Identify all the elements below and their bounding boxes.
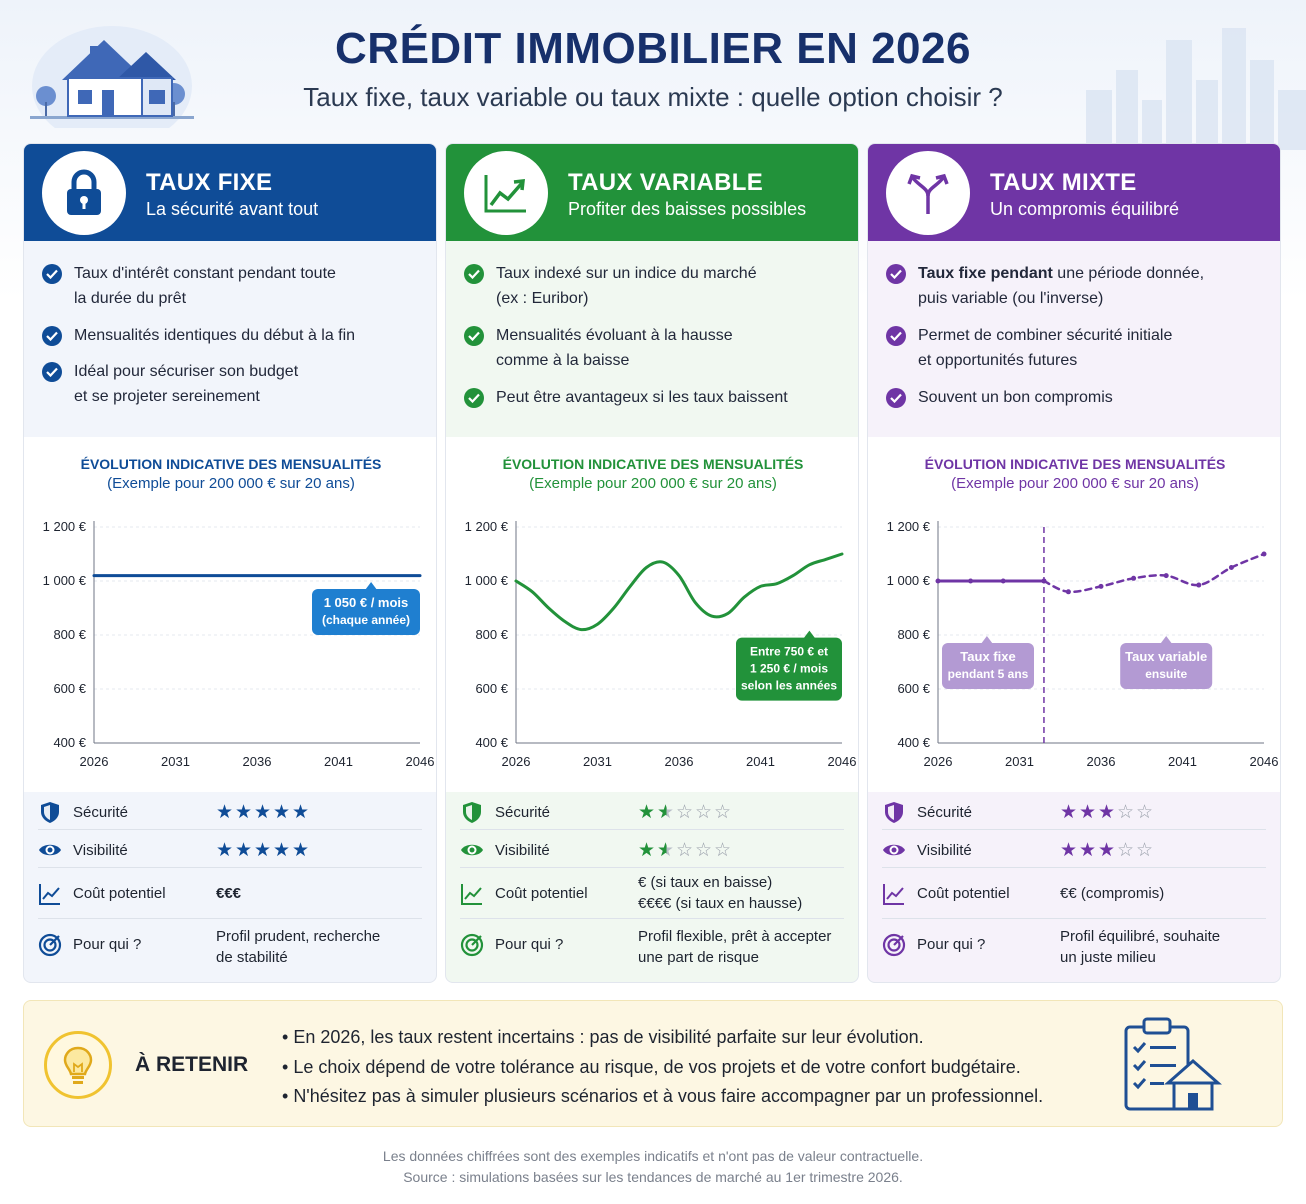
callout-text: selon les années [740, 678, 838, 693]
split-arrows-icon [886, 151, 970, 235]
rating-label: Coût potentiel [495, 885, 588, 902]
x-tick-label: 2041 [324, 754, 353, 769]
callout-pointer [1160, 636, 1172, 644]
chart-subtitle: (Exemple pour 200 000 € sur 20 ans) [107, 475, 355, 492]
target-icon [882, 933, 906, 957]
series-line [1044, 554, 1264, 592]
feature-text: Peut être avantageux si les taux baissent [496, 389, 788, 406]
page-title: CRÉDIT IMMOBILIER EN 2026 [335, 24, 971, 73]
rating-row-cout [38, 868, 422, 919]
disclaimer-text: Les données chiffrées sont des exemples indicatifs et n'ont pas de valeur contractuelle. [382, 1148, 924, 1164]
x-tick-label: 2026 [501, 754, 531, 769]
y-tick-label: 800 € [897, 627, 930, 642]
feature-text: la durée du prêt [74, 290, 187, 307]
y-tick-label: 1 200 € [42, 519, 86, 534]
data-point [1164, 573, 1169, 578]
check-icon [42, 264, 62, 284]
star-icon: ★ [1060, 840, 1078, 861]
star-icon: ★ [216, 802, 234, 823]
card-header [24, 144, 437, 241]
list-item: • N'hésitez pas à simuler plusieurs scénarios et à vous faire accompagner par un professionnel. [282, 1082, 1102, 1112]
feature-list [446, 241, 859, 437]
star-icon: ☆ [695, 802, 713, 823]
rating-label: Coût potentiel [917, 885, 1010, 902]
rating-row-securite [460, 792, 844, 830]
rating-value: de stabilité [216, 949, 288, 966]
x-tick-label: 2036 [242, 754, 272, 769]
data-point [1066, 589, 1071, 594]
callout-text: pendant 5 ans [947, 667, 1029, 681]
x-tick-label: 2026 [923, 754, 953, 769]
rating-row-securite [882, 792, 1266, 830]
rating-row-visibilite [38, 830, 422, 868]
rating-label: Pour qui ? [495, 936, 564, 953]
chart-panel [868, 437, 1281, 792]
source-text: Source : simulations basées sur les tendances de marché au 1er trimestre 2026. [403, 1169, 903, 1185]
star-icon: ☆ [1117, 840, 1135, 861]
callout-text: Taux fixe [960, 649, 1016, 664]
rating-row-pourqui [882, 919, 1266, 979]
data-point [968, 579, 973, 584]
star-icon: ★ [1079, 802, 1097, 823]
feature-text: Mensualités évoluant à la hausse [496, 327, 733, 344]
key-takeaways-panel [23, 1000, 1283, 1127]
y-tick-label: 1 000 € [464, 573, 508, 588]
x-tick-label: 2031 [583, 754, 612, 769]
feature-item [886, 261, 1266, 311]
takeaways-list [282, 1023, 1102, 1112]
feature-text: Mensualités identiques du début à la fin [74, 327, 356, 344]
star-icon: ★ [1098, 802, 1116, 823]
x-tick-label: 2036 [664, 754, 694, 769]
data-point [1001, 579, 1006, 584]
y-tick-label: 600 € [475, 681, 508, 696]
rating-value: une part de risque [638, 949, 759, 966]
x-tick-label: 2036 [1086, 754, 1116, 769]
chart-subtitle: (Exemple pour 200 000 € sur 20 ans) [529, 475, 777, 492]
card-subtitle: Profiter des baisses possibles [568, 199, 807, 219]
card-taux-variable [445, 143, 859, 983]
chart-title: ÉVOLUTION INDICATIVE DES MENSUALITÉS [924, 456, 1226, 472]
eye-icon [460, 838, 484, 862]
card-header [868, 144, 1281, 241]
feature-text-bold: Taux fixe pendant [918, 265, 1053, 282]
rating-stars [638, 839, 733, 862]
x-tick-label: 2046 [1249, 754, 1279, 769]
rating-label: Visibilité [917, 842, 972, 859]
callout-pointer [365, 582, 377, 590]
feature-text: Taux indexé sur un indice du marché [496, 265, 757, 282]
rating-value: Profil équilibré, souhaite [1060, 928, 1221, 945]
rating-stars [216, 839, 311, 862]
list-item: • Le choix dépend de votre tolérance au risque, de vos projets et de votre confort budgétaire. [282, 1053, 1102, 1083]
star-icon: ★ [1060, 802, 1078, 823]
feature-text: puis variable (ou l'inverse) [918, 290, 1104, 307]
chart-panel [24, 437, 437, 792]
check-icon [464, 264, 484, 284]
rating-stars [638, 801, 733, 824]
y-tick-label: 400 € [897, 735, 930, 750]
chart-title: ÉVOLUTION INDICATIVE DES MENSUALITÉS [80, 456, 382, 472]
lock-icon [42, 151, 126, 235]
star-icon: ★ [657, 840, 675, 861]
check-icon [42, 362, 62, 382]
chart-subtitle: (Exemple pour 200 000 € sur 20 ans) [951, 475, 1199, 492]
rating-row-pourqui [460, 919, 844, 979]
rating-stars [1060, 801, 1155, 824]
rating-label: Sécurité [73, 804, 129, 821]
rating-value: Profil prudent, recherche [216, 928, 381, 945]
data-point [1262, 552, 1267, 557]
card-subtitle: Un compromis équilibré [990, 199, 1180, 219]
star-icon: ☆ [695, 840, 713, 861]
takeaways-title: À RETENIR [135, 1053, 249, 1076]
shield-icon [460, 800, 484, 824]
line-chart-icon [38, 882, 62, 906]
line-chart-icon [882, 882, 906, 906]
card-taux-mixte [867, 143, 1281, 983]
y-tick-label: 400 € [53, 735, 86, 750]
star-icon: ★ [235, 840, 253, 861]
target-icon [460, 933, 484, 957]
series-line [516, 554, 842, 630]
star-icon: ★ [235, 802, 253, 823]
card-taux-fixe [23, 143, 437, 983]
feature-text: comme à la baisse [496, 352, 630, 369]
star-icon: ★ [216, 840, 234, 861]
y-tick-label: 600 € [53, 681, 86, 696]
feature-item [464, 261, 844, 311]
data-point [936, 579, 941, 584]
rating-row-cout [882, 868, 1266, 919]
data-point [1041, 579, 1046, 584]
y-tick-label: 800 € [475, 627, 508, 642]
data-point [1196, 583, 1201, 588]
rating-value: € (si taux en baisse) [638, 874, 773, 891]
y-tick-label: 400 € [475, 735, 508, 750]
rating-value: un juste milieu [1060, 949, 1156, 966]
rating-label: Visibilité [495, 842, 550, 859]
rating-value: €€ (compromis) [1060, 885, 1165, 902]
feature-text: Permet de combiner sécurité initiale [918, 327, 1173, 344]
star-icon: ★ [657, 802, 675, 823]
star-icon: ★ [254, 802, 272, 823]
eye-icon [882, 838, 906, 862]
rating-label: Sécurité [495, 804, 551, 821]
star-icon: ☆ [714, 802, 732, 823]
checklist-house-icon [1118, 1013, 1228, 1117]
feature-text: (ex : Euribor) [496, 290, 589, 307]
data-point [1229, 565, 1234, 570]
chart-panel [446, 437, 859, 792]
y-tick-label: 1 000 € [42, 573, 86, 588]
card-title: TAUX FIXE [146, 169, 273, 196]
star-icon: ☆ [714, 840, 732, 861]
rating-row-visibilite [460, 830, 844, 868]
rating-value: Profil flexible, prêt à accepter [638, 928, 832, 945]
check-icon [464, 388, 484, 408]
check-icon [886, 264, 906, 284]
card-header [446, 144, 859, 241]
feature-text: et se projeter sereinement [74, 388, 260, 405]
feature-text: et opportunités futures [918, 352, 1078, 369]
feature-text: Taux d'intérêt constant pendant toute [74, 265, 336, 282]
x-tick-label: 2026 [79, 754, 109, 769]
y-tick-label: 1 200 € [464, 519, 508, 534]
feature-item [464, 323, 844, 373]
feature-item [42, 359, 422, 409]
star-icon: ★ [1079, 840, 1097, 861]
feature-list [24, 241, 437, 437]
rating-row-securite [38, 792, 422, 830]
y-tick-label: 1 200 € [886, 519, 930, 534]
eye-icon [38, 838, 62, 862]
feature-text: Idéal pour sécuriser son budget [74, 363, 299, 380]
star-icon: ★ [1098, 840, 1116, 861]
callout-text: ensuite [1145, 667, 1188, 681]
chart-title: ÉVOLUTION INDICATIVE DES MENSUALITÉS [502, 456, 804, 472]
callout-pointer [981, 636, 993, 644]
check-icon [42, 326, 62, 346]
x-tick-label: 2031 [1005, 754, 1034, 769]
x-tick-label: 2046 [827, 754, 857, 769]
feature-item [42, 261, 422, 311]
star-icon: ☆ [676, 802, 694, 823]
card-title: TAUX MIXTE [990, 169, 1137, 196]
rating-label: Pour qui ? [73, 936, 142, 953]
rating-row-visibilite [882, 830, 1266, 868]
rating-value: €€€€ (si taux en hausse) [638, 895, 803, 912]
feature-list [868, 241, 1281, 437]
y-tick-label: 600 € [897, 681, 930, 696]
callout-text: 1 250 € / mois [749, 661, 829, 676]
chart-fixe [24, 437, 437, 792]
check-icon [886, 326, 906, 346]
rating-label: Coût potentiel [73, 885, 166, 902]
rating-label: Visibilité [73, 842, 128, 859]
star-icon: ★ [292, 802, 310, 823]
line-chart-icon [460, 882, 484, 906]
chart-mixte [868, 437, 1281, 792]
rating-stars [1060, 839, 1155, 862]
star-icon: ★ [273, 802, 291, 823]
star-icon: ★ [292, 840, 310, 861]
card-title: TAUX VARIABLE [568, 169, 764, 196]
x-tick-label: 2041 [746, 754, 775, 769]
star-icon: ☆ [676, 840, 694, 861]
feature-item [886, 323, 1266, 373]
ratings-table [868, 792, 1281, 983]
feature-item [464, 385, 844, 410]
x-tick-label: 2041 [1168, 754, 1197, 769]
callout-text: 1 050 € / mois [323, 595, 409, 610]
y-tick-label: 1 000 € [886, 573, 930, 588]
x-tick-label: 2046 [405, 754, 435, 769]
star-icon: ★ [638, 840, 656, 861]
check-icon [464, 326, 484, 346]
shield-icon [882, 800, 906, 824]
card-subtitle: La sécurité avant tout [146, 199, 319, 219]
star-icon: ★ [273, 840, 291, 861]
list-item: • En 2026, les taux restent incertains : pas de visibilité parfaite sur leur évolution. [282, 1023, 1102, 1053]
feature-text: une période donnée, [1052, 265, 1205, 282]
rating-stars [216, 801, 311, 824]
check-icon [886, 388, 906, 408]
star-icon: ★ [254, 840, 272, 861]
rating-label: Pour qui ? [917, 936, 986, 953]
star-icon: ☆ [1136, 840, 1154, 861]
y-tick-label: 800 € [53, 627, 86, 642]
lightbulb-icon [44, 1031, 112, 1099]
star-icon: ☆ [1136, 802, 1154, 823]
callout-text: Taux variable [1125, 649, 1208, 664]
feature-item [42, 323, 422, 348]
ratings-table [24, 792, 437, 983]
chart-variable [446, 437, 859, 792]
shield-icon [38, 800, 62, 824]
page-subtitle: Taux fixe, taux variable ou taux mixte : quelle option choisir ? [303, 82, 1003, 112]
callout-text: Entre 750 € et [749, 644, 829, 659]
rating-row-pourqui [38, 919, 422, 979]
data-point [1131, 576, 1136, 581]
trend-chart-icon [464, 151, 548, 235]
x-tick-label: 2031 [161, 754, 190, 769]
ratings-table [446, 792, 859, 983]
rating-value: €€€ [216, 885, 242, 902]
star-icon: ★ [638, 802, 656, 823]
feature-item [886, 385, 1266, 410]
star-icon: ☆ [1117, 802, 1135, 823]
rating-label: Sécurité [917, 804, 973, 821]
callout-text: (chaque année) [321, 613, 411, 627]
data-point [1099, 584, 1104, 589]
feature-text: Souvent un bon compromis [918, 389, 1113, 406]
rating-row-cout [460, 868, 844, 919]
target-icon [38, 933, 62, 957]
